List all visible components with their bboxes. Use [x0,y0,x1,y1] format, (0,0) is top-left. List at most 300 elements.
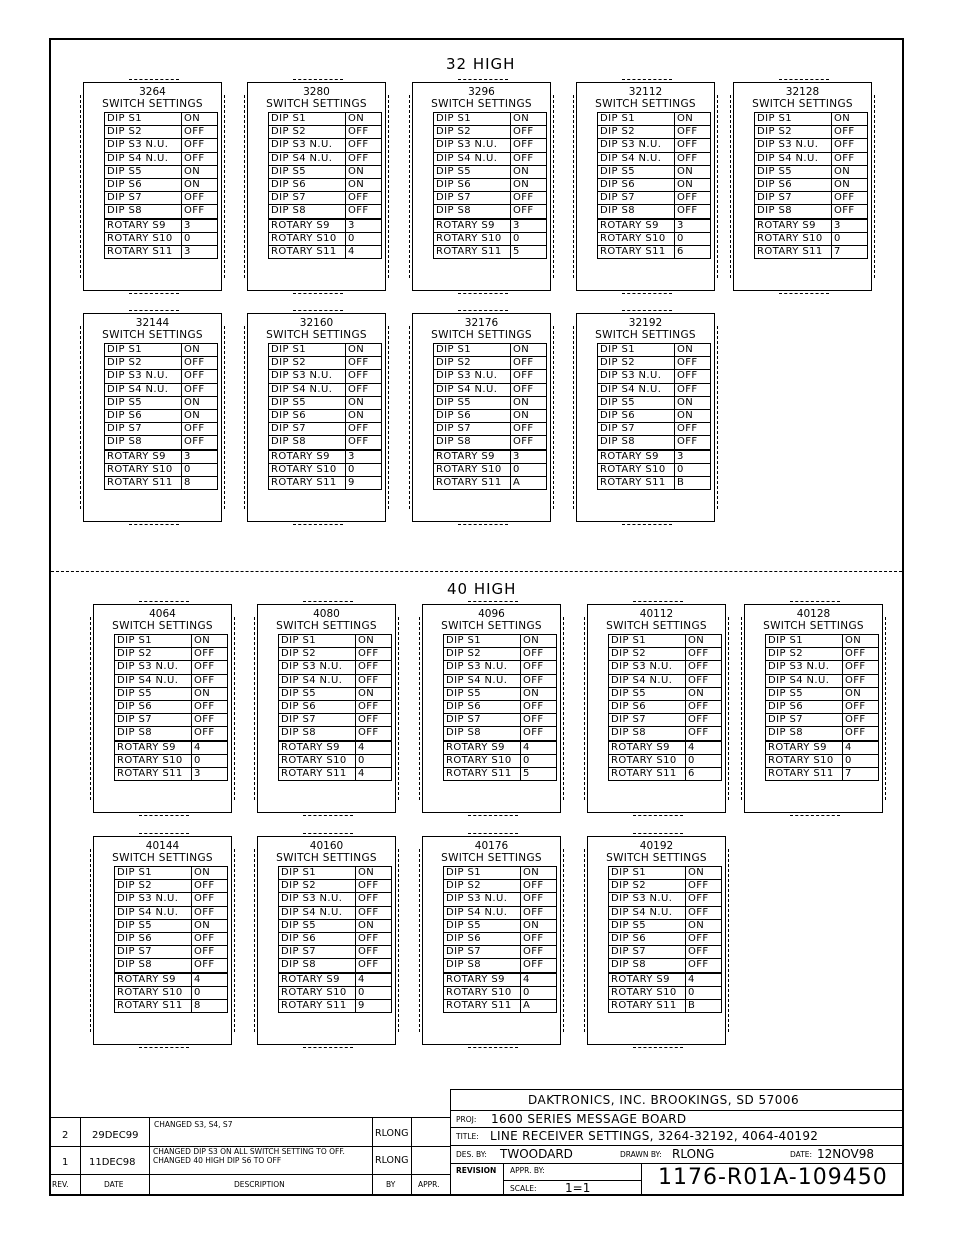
switch-value: ON [346,178,382,191]
table-row [279,999,392,1012]
switch-value: ON [182,409,218,422]
table-row [105,126,218,139]
switch-label: DIP S6 [609,932,686,945]
switch-label: ROTARY S11 [444,767,521,780]
table-row [609,648,722,661]
switch-label: DIP S5 [444,919,521,932]
switch-label: DIP S5 [766,687,843,700]
switch-value: OFF [686,906,722,919]
switch-label: DIP S6 [444,700,521,713]
table-row [115,687,228,700]
switch-value: OFF [346,357,382,370]
rev-header-description: DESCRIPTION [234,1180,285,1189]
switch-value: ON [511,165,547,178]
panel-subtitle: SWITCH SETTINGS [595,329,696,341]
switch-value: OFF [192,946,228,959]
switch-value: ON [192,919,228,932]
switch-label: ROTARY S10 [279,986,356,999]
switch-value: OFF [686,959,722,973]
switch-table [443,634,557,781]
switch-label: DIP S4 N.U. [434,152,511,165]
panel-subtitle: SWITCH SETTINGS [276,620,377,632]
table-row [766,687,879,700]
switch-value: 0 [511,232,547,245]
switch-settings-panel [247,313,386,522]
table-row [598,165,711,178]
table-row [598,383,711,396]
switch-label: ROTARY S9 [598,450,675,464]
switch-label: DIP S8 [434,205,511,219]
table-row [434,409,547,422]
table-row [105,476,218,489]
table-row [444,893,557,906]
switch-label: DIP S2 [444,880,521,893]
table-row [609,867,722,880]
switch-value: 4 [521,973,557,987]
switch-label: ROTARY S10 [105,232,182,245]
switch-label: DIP S1 [269,113,346,126]
table-row [115,999,228,1012]
switch-label: DIP S8 [269,205,346,219]
switch-value: 4 [356,741,392,755]
table-row [444,661,557,674]
panel-subtitle: SWITCH SETTINGS [276,852,377,864]
switch-value: OFF [511,152,547,165]
switch-value: OFF [832,152,868,165]
table-row [609,880,722,893]
switch-label: DIP S4 N.U. [105,383,182,396]
table-row [434,232,547,245]
switch-value: 0 [521,986,557,999]
switch-value: 3 [511,219,547,233]
switch-value: ON [675,409,711,422]
table-row [609,986,722,999]
switch-value: OFF [675,423,711,436]
table-row [115,714,228,727]
switch-value: OFF [843,700,879,713]
switch-value: ON [511,113,547,126]
table-row [269,409,382,422]
switch-value: ON [356,635,392,648]
switch-label: ROTARY S10 [115,754,192,767]
switch-label: DIP S5 [279,919,356,932]
switch-label: DIP S3 N.U. [434,370,511,383]
table-row [598,357,711,370]
switch-label: DIP S6 [598,409,675,422]
table-row [444,700,557,713]
table-row [444,767,557,780]
table-row [598,113,711,126]
switch-value: OFF [675,370,711,383]
switch-value: OFF [356,932,392,945]
switch-value: 0 [182,463,218,476]
rev-row-1-date: 11DEC98 [89,1157,136,1168]
table-row [279,986,392,999]
switch-label: DIP S6 [766,700,843,713]
panel-number: 3296 [468,86,495,98]
switch-label: DIP S8 [766,727,843,741]
table-row [279,867,392,880]
panel-number: 40112 [639,608,674,620]
switch-value: OFF [182,205,218,219]
switch-label: DIP S1 [598,344,675,357]
switch-value: 0 [346,463,382,476]
table-row [609,767,722,780]
switch-label: DIP S7 [598,423,675,436]
switch-table [597,112,711,259]
scale-value: 1=1 [565,1181,591,1195]
switch-label: DIP S5 [598,165,675,178]
switch-value: ON [675,113,711,126]
switch-value: OFF [521,661,557,674]
switch-value: B [686,999,722,1012]
table-row [269,383,382,396]
switch-label: ROTARY S9 [105,219,182,233]
panel-subtitle: SWITCH SETTINGS [266,329,367,341]
table-row [279,973,392,987]
switch-value: OFF [346,192,382,205]
table-row [766,754,879,767]
switch-value: 3 [675,219,711,233]
table-row [279,674,392,687]
title-label: TITLE: [456,1132,479,1141]
switch-value: 4 [356,973,392,987]
table-row [105,423,218,436]
panel-number: 32112 [628,86,663,98]
switch-label: DIP S7 [115,714,192,727]
switch-label: DIP S2 [609,880,686,893]
panel-subtitle: SWITCH SETTINGS [441,852,542,864]
switch-value: OFF [182,423,218,436]
switch-value: ON [686,635,722,648]
switch-label: DIP S3 N.U. [269,139,346,152]
switch-label: ROTARY S10 [609,986,686,999]
designer-value: TWOODARD [500,1147,573,1161]
table-row [434,357,547,370]
switch-value: OFF [511,126,547,139]
switch-label: DIP S7 [434,423,511,436]
switch-value: 9 [346,476,382,489]
switch-settings-panel [412,82,551,291]
table-row [766,700,879,713]
switch-value: ON [511,344,547,357]
table-row [444,754,557,767]
table-row [269,178,382,191]
switch-value: 6 [675,245,711,258]
switch-value: OFF [521,906,557,919]
table-row [755,205,868,219]
switch-label: ROTARY S11 [766,767,843,780]
switch-label: ROTARY S10 [434,463,511,476]
designer-label: DES. BY: [456,1150,487,1159]
switch-value: OFF [843,727,879,741]
switch-value: ON [346,409,382,422]
switch-label: DIP S3 N.U. [609,661,686,674]
table-row [444,714,557,727]
switch-label: ROTARY S10 [755,232,832,245]
switch-label: DIP S2 [755,126,832,139]
rev-row-2-desc: CHANGED S3, S4, S7 [154,1120,233,1129]
switch-value: OFF [192,727,228,741]
table-row [609,973,722,987]
table-row [598,205,711,219]
switch-label: DIP S4 N.U. [598,383,675,396]
switch-value: OFF [182,436,218,450]
switch-label: DIP S8 [105,205,182,219]
switch-value: OFF [182,139,218,152]
switch-value: 3 [675,450,711,464]
switch-value: OFF [686,648,722,661]
switch-value: OFF [675,436,711,450]
switch-label: DIP S4 N.U. [755,152,832,165]
section-title-32-high: 32 HIGH [446,55,516,73]
switch-table [268,112,382,259]
switch-label: DIP S5 [115,687,192,700]
switch-label: DIP S1 [444,635,521,648]
switch-label: DIP S8 [598,205,675,219]
switch-value: OFF [521,727,557,741]
switch-label: DIP S8 [434,436,511,450]
switch-value: OFF [511,370,547,383]
switch-value: 5 [511,245,547,258]
switch-settings-panel [587,836,726,1045]
switch-label: DIP S1 [434,113,511,126]
switch-label: DIP S7 [279,946,356,959]
switch-value: 0 [182,232,218,245]
switch-label: DIP S6 [115,932,192,945]
switch-label: DIP S8 [755,205,832,219]
switch-label: DIP S5 [755,165,832,178]
switch-value: OFF [192,714,228,727]
switch-table [443,866,557,1013]
table-row [755,152,868,165]
switch-value: OFF [511,192,547,205]
switch-value: OFF [346,370,382,383]
switch-label: DIP S2 [115,648,192,661]
table-row [434,205,547,219]
table-row [279,661,392,674]
switch-value: ON [346,344,382,357]
switch-value: 7 [843,767,879,780]
drawn-by-value: RLONG [672,1147,715,1161]
panel-number: 40176 [474,840,509,852]
table-row [279,648,392,661]
switch-value: OFF [521,880,557,893]
table-row [444,946,557,959]
switch-value: OFF [182,192,218,205]
scale-label: SCALE: [510,1184,537,1193]
panel-subtitle: SWITCH SETTINGS [431,98,532,110]
switch-label: DIP S1 [115,867,192,880]
switch-label: DIP S4 N.U. [269,383,346,396]
switch-label: DIP S5 [434,396,511,409]
switch-value: OFF [832,192,868,205]
switch-label: DIP S5 [609,919,686,932]
table-row [444,635,557,648]
table-row [434,165,547,178]
switch-value: OFF [356,893,392,906]
switch-value: OFF [686,661,722,674]
switch-value: OFF [192,648,228,661]
table-row [269,344,382,357]
table-row [115,741,228,755]
table-row [269,357,382,370]
table-row [434,219,547,233]
switch-value: 0 [511,463,547,476]
switch-value: ON [675,396,711,409]
switch-label: DIP S4 N.U. [444,674,521,687]
table-row [609,754,722,767]
switch-table [114,634,228,781]
table-row [115,959,228,973]
table-row [444,687,557,700]
switch-table [104,343,218,490]
table-row [609,999,722,1012]
panel-subtitle: SWITCH SETTINGS [441,620,542,632]
switch-label: ROTARY S10 [609,754,686,767]
switch-settings-panel [93,836,232,1045]
table-row [279,727,392,741]
table-row [269,219,382,233]
switch-value: ON [832,113,868,126]
switch-label: DIP S8 [279,959,356,973]
table-row [269,450,382,464]
switch-value: OFF [346,436,382,450]
switch-label: ROTARY S11 [279,999,356,1012]
switch-value: OFF [511,357,547,370]
switch-value: OFF [182,383,218,396]
switch-value: ON [346,113,382,126]
switch-value: OFF [521,932,557,945]
switch-settings-panel [576,313,715,522]
panel-number: 3264 [139,86,166,98]
rev-row-2-rev: 2 [62,1130,69,1141]
switch-value: 0 [686,754,722,767]
drawing-number: 1176-R01A-109450 [658,1165,888,1190]
switch-label: DIP S7 [598,192,675,205]
switch-value: OFF [521,700,557,713]
switch-value: OFF [521,674,557,687]
table-row [115,906,228,919]
table-row [434,245,547,258]
switch-value: ON [346,396,382,409]
table-row [115,919,228,932]
switch-label: DIP S3 N.U. [766,661,843,674]
switch-label: DIP S2 [609,648,686,661]
rev-row-1-by: RLONG [375,1155,409,1166]
switch-settings-panel [247,82,386,291]
switch-label: DIP S8 [609,959,686,973]
switch-label: DIP S4 N.U. [115,906,192,919]
table-row [434,152,547,165]
switch-label: DIP S4 N.U. [269,152,346,165]
table-row [609,714,722,727]
switch-value: 0 [356,986,392,999]
table-row [609,906,722,919]
switch-label: ROTARY S11 [279,767,356,780]
switch-label: DIP S2 [598,126,675,139]
table-row [609,661,722,674]
switch-value: OFF [675,152,711,165]
table-row [279,880,392,893]
switch-value: 0 [356,754,392,767]
switch-value: 4 [192,741,228,755]
panel-number: 4096 [478,608,505,620]
switch-label: ROTARY S10 [444,986,521,999]
switch-label: ROTARY S10 [115,986,192,999]
rev-header-date: DATE [104,1180,124,1189]
table-row [755,232,868,245]
switch-label: DIP S3 N.U. [598,370,675,383]
switch-label: DIP S2 [598,357,675,370]
switch-value: 3 [346,450,382,464]
switch-label: DIP S5 [444,687,521,700]
switch-value: OFF [346,423,382,436]
switch-label: DIP S7 [609,946,686,959]
table-row [598,423,711,436]
switch-value: OFF [832,205,868,219]
switch-label: ROTARY S11 [105,476,182,489]
table-row [269,139,382,152]
switch-value: ON [686,919,722,932]
table-row [755,245,868,258]
panel-number: 32128 [785,86,820,98]
switch-table [278,866,392,1013]
switch-value: ON [843,635,879,648]
table-row [598,344,711,357]
table-row [766,727,879,741]
table-row [115,635,228,648]
table-row [766,741,879,755]
switch-value: 0 [192,754,228,767]
rev-header-rev: REV. [52,1180,69,1189]
switch-value: 8 [192,999,228,1012]
switch-label: DIP S2 [444,648,521,661]
switch-label: DIP S4 N.U. [598,152,675,165]
switch-label: ROTARY S9 [269,450,346,464]
table-row [434,344,547,357]
switch-label: DIP S6 [269,409,346,422]
table-row [609,919,722,932]
switch-label: DIP S6 [115,700,192,713]
switch-value: ON [182,178,218,191]
switch-value: OFF [356,661,392,674]
switch-label: ROTARY S11 [105,245,182,258]
switch-label: ROTARY S10 [598,232,675,245]
switch-label: DIP S8 [609,727,686,741]
switch-table [765,634,879,781]
switch-label: DIP S8 [279,727,356,741]
switch-label: DIP S2 [279,648,356,661]
switch-label: DIP S3 N.U. [269,370,346,383]
switch-label: ROTARY S11 [598,245,675,258]
date-value: 12NOV98 [817,1147,874,1161]
switch-label: DIP S4 N.U. [766,674,843,687]
switch-value: 3 [182,219,218,233]
switch-value: OFF [843,674,879,687]
panel-number: 4080 [313,608,340,620]
table-row [279,700,392,713]
switch-value: 4 [686,973,722,987]
switch-value: ON [511,178,547,191]
panel-number: 40128 [796,608,831,620]
switch-value: ON [192,687,228,700]
switch-value: B [675,476,711,489]
panel-subtitle: SWITCH SETTINGS [763,620,864,632]
switch-settings-panel [733,82,872,291]
rev-row-1-rev: 1 [62,1157,69,1168]
switch-value: OFF [832,139,868,152]
